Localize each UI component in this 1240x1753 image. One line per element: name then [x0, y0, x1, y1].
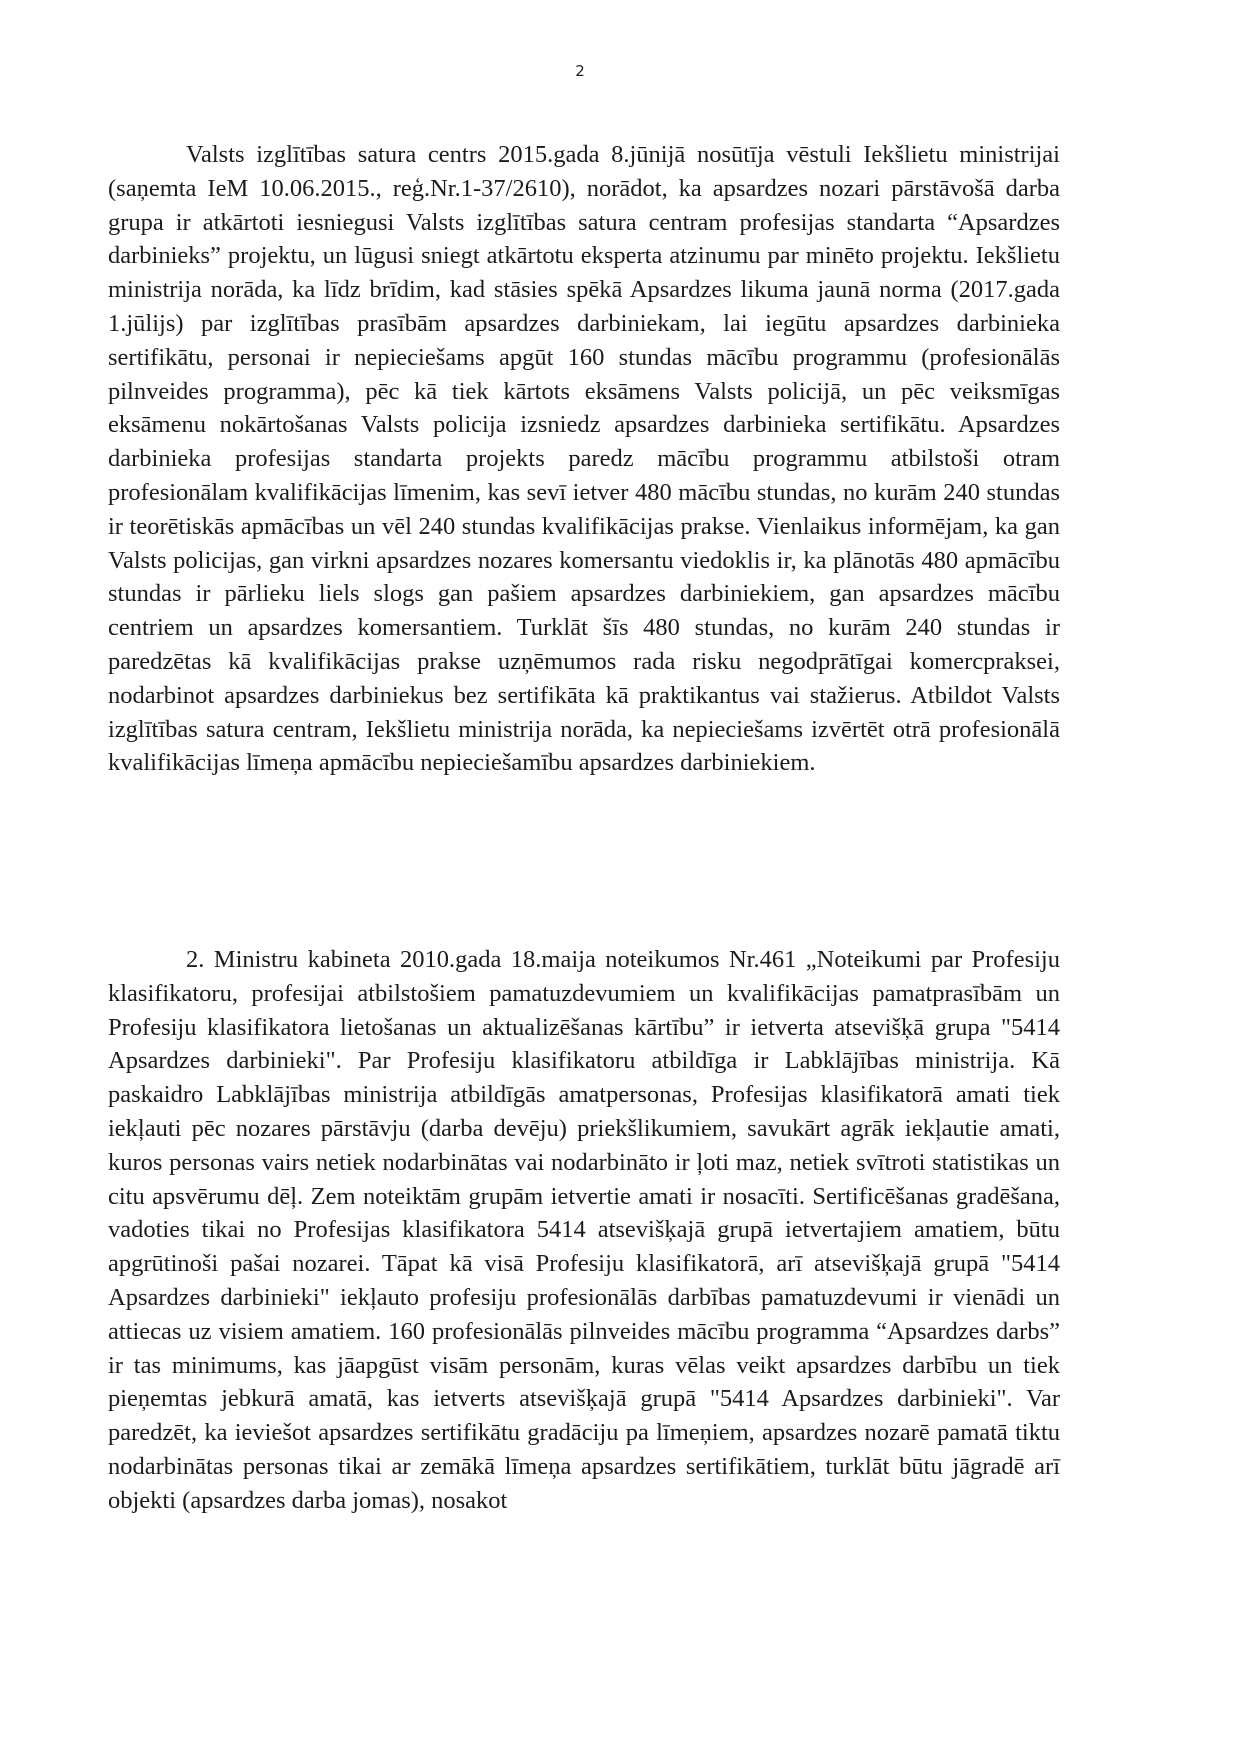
- paragraph-vise-letter: Valsts izglītības satura centrs 2015.gada 8.jūnijā nosūtīja vēstuli Iekšlietu ministrijai (saņemta IeM 10.06.2015., reģ.Nr.1-37/2610), norādot, ka apsardzes nozari pārstāvošā darba grupa ir atkārtoti iesniegusi Valsts izglītības satura centram profesijas standarta “Apsardzes darbinieks” projektu, un lūgusi sniegt atkārtotu eksperta atzinumu par minēto projektu. Iekšlietu ministrija norāda, ka līdz brīdim, kad stāsies spēkā Apsardzes likuma jaunā norma (2017.gada 1.jūlijs) par izglītības prasībām apsardzes darbiniekam, lai iegūtu apsardzes darbinieka sertifikātu, personai ir nepieciešams apgūt 160 stundas mācību programmu (profesionālās pilnveides programma), pēc kā tiek kārtots eksāmens Valsts policijā, un pēc veiksmīgas eksāmenu nokārtošanas Valsts policija izsniedz apsardzes darbinieka sertifikātu. Apsardzes darbinieka profesijas standarta projekts paredz mācību programmu atbilstoši otram profesionālam kvalifikācijas līmenim, kas sevī ietver 480 mācību stundas, no kurām 240 stundas ir teorētiskās apmācības un vēl 240 stundas kvalifikācijas prakse. Vienlaikus informējam, ka gan Valsts policijas, gan virkni apsardzes nozares komersantu viedoklis ir, ka plānotās 480 apmācību stundas ir pārlieku liels slogs gan pašiem apsardzes darbiniekiem, gan apsardzes mācību centriem un apsardzes komersantiem. Turklāt šīs 480 stundas, no kurām 240 stundas ir paredzētas kā kvalifikācijas prakse uzņēmumos rada risku negodprātīgai komercpraksei, nodarbinot apsardzes darbiniekus bez sertifikāta kā praktikantus vai stažierus. Atbildot Valsts izglītības satura centram, Iekšlietu ministrija norāda, ka nepieciešams izvērtēt otrā profesionālā kvalifikācijas līmeņa apmācību nepieciešamību apsardzes darbiniekiem.: [108, 141, 1060, 777]
- page-number: 2: [575, 62, 585, 80]
- paragraph-profession-classifier: 2. Ministru kabineta 2010.gada 18.maija noteikumos Nr.461 „Noteikumi par Profesiju klasifikatoru, profesijai atbilstošiem pamatuzdevumiem un kvalifikācijas pamatprasībām un Profesiju klasifikatora lietošanas un aktualizēšanas kārtību” ir ietverta atsevišķā grupa "5414 Apsardzes darbinieki". Par Profesiju klasifikatoru atbildīga ir Labklājības ministrija. Kā paskaidro Labklājības ministrija atbildīgās amatpersonas, Profesijas klasifikatorā amati tiek iekļauti pēc nozares pārstāvju (darba devēju) priekšlikumiem, savukārt agrāk iekļautie amati, kuros personas vairs netiek nodarbinātas vai nodarbināto ir ļoti maz, netiek svītroti statistikas un citu apsvērumu dēļ. Zem noteiktām grupām ietvertie amati ir nosacīti. Sertificēšanas gradēšana, vadoties tikai no Profesijas klasifikatora 5414 atsevišķajā grupā ietvertajiem amatiem, būtu apgrūtinoši pašai nozarei. Tāpat kā visā Profesiju klasifikatorā, arī atsevišķajā grupā "5414 Apsardzes darbinieki" iekļauto profesiju profesionālās darbības pamatuzdevumi ir vienādi un attiecas uz visiem amatiem. 160 profesionālās pilnveides mācību programma “Apsardzes darbs” ir tas minimums, kas jāapgūst visām personām, kuras vēlas veikt apsardzes darbību un tiek pieņemtas jebkurā amatā, kas ietverts atsevišķajā grupā "5414 Apsardzes darbinieki". Var paredzēt, ka ieviešot apsardzes sertifikātu gradāciju pa līmeņiem, apsardzes nozarē pamatā tiktu nodarbinātas personas tikai ar zemākā līmeņa apsardzes sertifikātiem, turklāt būtu jāgradē arī objekti (apsardzes darba jomas), nosakot: [108, 946, 1060, 1514]
